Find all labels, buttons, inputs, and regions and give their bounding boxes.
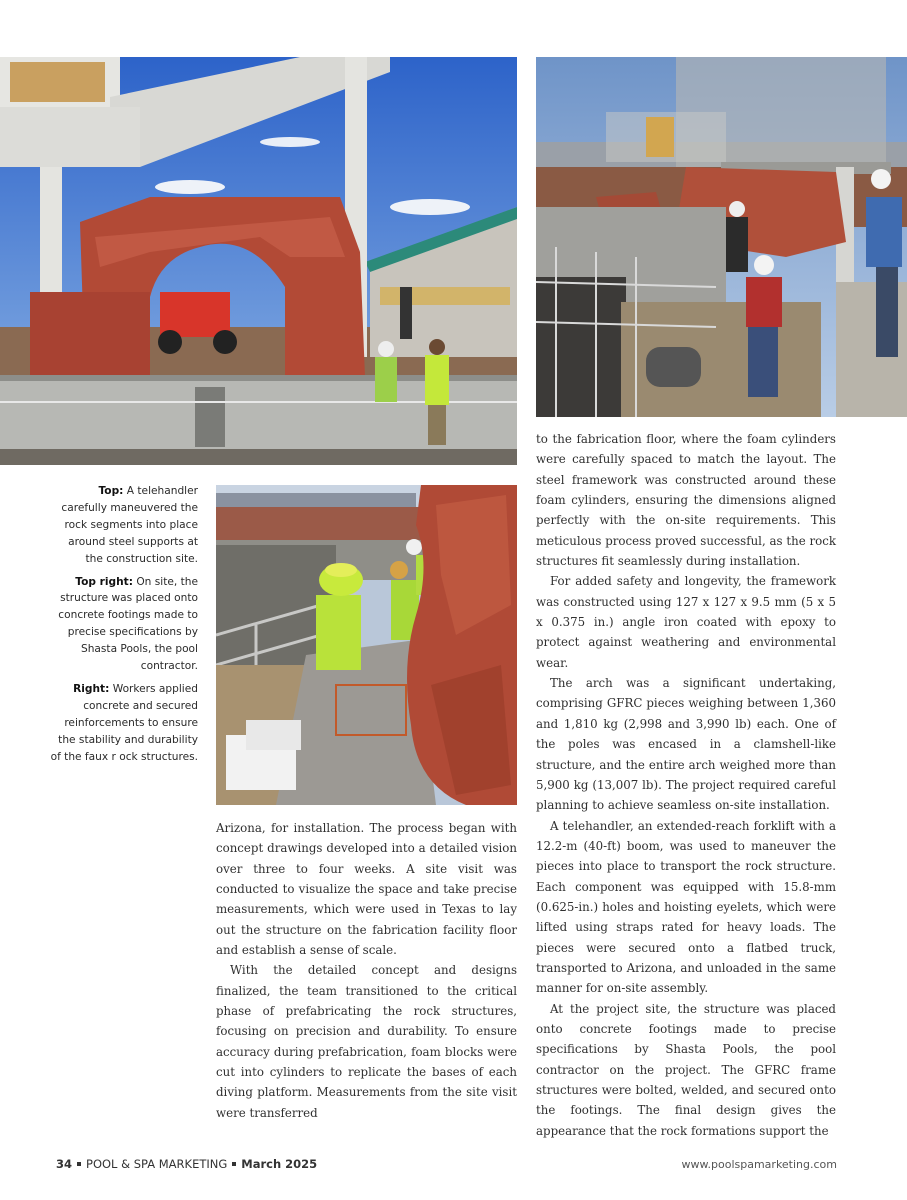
caption-top-text: A telehandler carefully maneuvered the rock segments into place around steel supports at the construction site. (61, 485, 198, 565)
article-column-left (216, 818, 517, 1123)
issue-date: March 2025 (241, 1157, 318, 1171)
caption-top-right (50, 574, 198, 675)
construction-arch-photo (0, 57, 517, 465)
article-paragraph: A telehandler, an extended-reach forklift with a 12.2-m (40-ft) boom, was used to maneuver the pieces into place to transport the rock structure. Each component was equipped with 15.8-mm (0.625-in.) holes and hoisting eyelets, which were lifted using straps rated for heavy loads. The pieces were secured onto a flatbed truck, transported to Arizona, and unloaded in the same manner for on-site assembly. (536, 818, 836, 996)
publication-name: POOL & SPA MARKETING (86, 1157, 228, 1171)
workers-concrete-photo (216, 485, 517, 805)
caption-right (50, 681, 198, 766)
article-paragraph: With the detailed concept and designs finalized, the team transitioned to the critical phase of prefabricating the rock structures, focusing on precision and durability. To ensure accuracy during prefabrication, foam blocks were cut into cylinders to replicate the bases of each diving platform. Measurements from the site visit were transferred (216, 963, 517, 1120)
separator-dot-icon (77, 1162, 81, 1166)
article-paragraph: to the fabrication floor, where the foam cylinders were carefully spaced to match the layout. The steel framework was constructed around these foam cylinders, ensuring the dimensions aligned perfectly with the on-site requirements. This meticulous process proved successful, as the rock structures fit seamlessly during installation. (536, 432, 836, 569)
article-paragraph: At the project site, the structure was placed onto concrete footings made to precise specifications by Shasta Pools, the pool contractor on the project. The GFRC frame structures were bolted, welded, and secured onto the footings. The final design gives the appearance that the rock formations support the (536, 1001, 836, 1138)
article-paragraph: Arizona, for installation. The process began with concept drawings developed into a detailed vision over three to four weeks. A site visit was conducted to visualize the space and take precise measurements, which were used in Texas to lay out the structure on the fabrication facility floor and establish a sense of scale. (216, 821, 517, 958)
caption-right-text: Workers applied concrete and secured reinforcements to ensure the stability and durability of the faux r ock structures. (50, 682, 198, 763)
article-paragraph: The arch was a significant undertaking, comprising GFRC pieces weighing between 1,360 and 1,810 kg (2,998 and 3,990 lb) each. One of the poles was encased in a clamshell-like structure, and the entire arch weighed more than 5,900 kg (13,007 lb). The project required careful planning to achieve seamless on-site installation. (536, 676, 836, 813)
page-number: 34 (56, 1157, 73, 1171)
page-footer (56, 1157, 837, 1171)
caption-top-right-text: On site, the structure was placed onto concrete footings made to precise specifications by Shasta Pools, the pool contractor. (58, 575, 198, 673)
caption-top-right-label: Top right: (75, 575, 133, 588)
caption-right-label: Right: (73, 682, 110, 695)
caption-top-label: Top: (98, 485, 124, 497)
article-column-right (536, 429, 836, 1141)
photo-captions (50, 483, 198, 772)
scaffold-installation-photo (536, 57, 907, 417)
website-url[interactable]: www.poolspamarketing.com (681, 1157, 837, 1171)
separator-dot-icon (232, 1162, 236, 1166)
footer-left (56, 1157, 317, 1171)
caption-top (50, 483, 198, 568)
article-paragraph: For added safety and longevity, the framework was constructed using 127 x 127 x 9.5 mm (5 x 5 x 0.375 in.) angle iron coated with epoxy to protect against weathering and environmental wear. (536, 574, 836, 670)
